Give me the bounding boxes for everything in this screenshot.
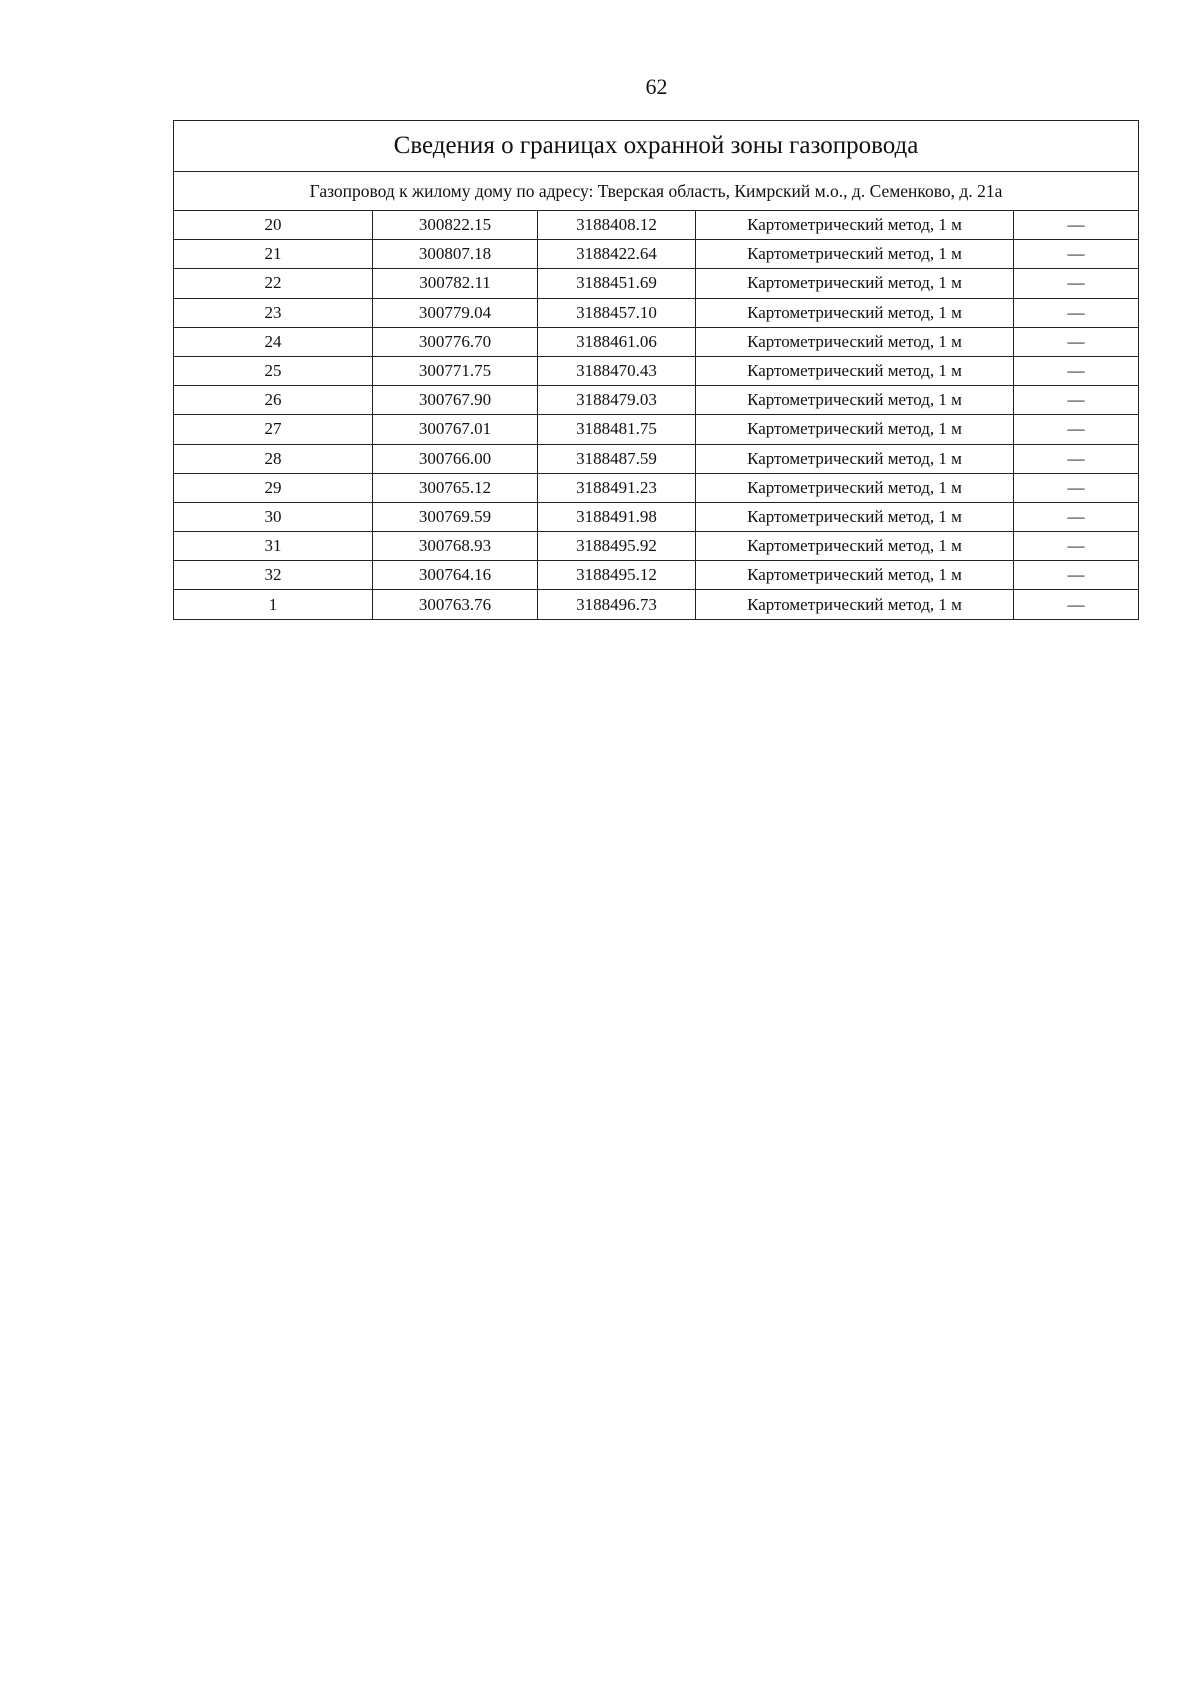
note-cell: —	[1014, 502, 1139, 531]
boundary-coordinates-table	[173, 120, 1139, 620]
table-row	[174, 561, 1139, 590]
method-cell: Картометрический метод, 1 м	[696, 444, 1014, 473]
subtitle-row	[174, 172, 1139, 211]
method-cell: Картометрический метод, 1 м	[696, 269, 1014, 298]
x-coordinate-cell: 300768.93	[373, 532, 538, 561]
page-number: 62	[645, 74, 668, 99]
y-coordinate-cell: 3188408.12	[538, 211, 696, 240]
point-number-cell: 28	[174, 444, 373, 473]
method-cell: Картометрический метод, 1 м	[696, 211, 1014, 240]
y-coordinate-cell: 3188491.98	[538, 502, 696, 531]
x-coordinate-cell: 300764.16	[373, 561, 538, 590]
y-coordinate-cell: 3188461.06	[538, 327, 696, 356]
point-number-cell: 20	[174, 211, 373, 240]
y-coordinate-cell: 3188479.03	[538, 386, 696, 415]
x-coordinate-cell: 300769.59	[373, 502, 538, 531]
point-number-cell: 25	[174, 356, 373, 385]
y-coordinate-cell: 3188457.10	[538, 298, 696, 327]
y-coordinate-cell: 3188451.69	[538, 269, 696, 298]
point-number-cell: 22	[174, 269, 373, 298]
method-cell: Картометрический метод, 1 м	[696, 502, 1014, 531]
method-cell: Картометрический метод, 1 м	[696, 415, 1014, 444]
note-cell: —	[1014, 327, 1139, 356]
x-coordinate-cell: 300765.12	[373, 473, 538, 502]
note-cell: —	[1014, 298, 1139, 327]
table-row	[174, 532, 1139, 561]
method-cell: Картометрический метод, 1 м	[696, 327, 1014, 356]
note-cell: —	[1014, 590, 1139, 619]
x-coordinate-cell: 300766.00	[373, 444, 538, 473]
note-cell: —	[1014, 269, 1139, 298]
point-number-cell: 26	[174, 386, 373, 415]
table-row	[174, 502, 1139, 531]
x-coordinate-cell: 300782.11	[373, 269, 538, 298]
table-row	[174, 327, 1139, 356]
point-number-cell: 31	[174, 532, 373, 561]
note-cell: —	[1014, 532, 1139, 561]
table-row	[174, 356, 1139, 385]
point-number-cell: 1	[174, 590, 373, 619]
title-row	[174, 121, 1139, 172]
method-cell: Картометрический метод, 1 м	[696, 240, 1014, 269]
x-coordinate-cell: 300771.75	[373, 356, 538, 385]
table-subtitle: Газопровод к жилому дому по адресу: Тверская область, Кимрский м.о., д. Семенково, д. 21а	[174, 172, 1139, 211]
x-coordinate-cell: 300779.04	[373, 298, 538, 327]
point-number-cell: 21	[174, 240, 373, 269]
y-coordinate-cell: 3188496.73	[538, 590, 696, 619]
point-number-cell: 32	[174, 561, 373, 590]
table-row	[174, 444, 1139, 473]
point-number-cell: 23	[174, 298, 373, 327]
point-number-cell: 30	[174, 502, 373, 531]
point-number-cell: 29	[174, 473, 373, 502]
method-cell: Картометрический метод, 1 м	[696, 532, 1014, 561]
method-cell: Картометрический метод, 1 м	[696, 473, 1014, 502]
x-coordinate-cell: 300776.70	[373, 327, 538, 356]
x-coordinate-cell: 300807.18	[373, 240, 538, 269]
x-coordinate-cell: 300767.01	[373, 415, 538, 444]
table-row	[174, 240, 1139, 269]
table-body	[174, 121, 1139, 620]
y-coordinate-cell: 3188491.23	[538, 473, 696, 502]
table-row	[174, 298, 1139, 327]
note-cell: —	[1014, 211, 1139, 240]
table-row	[174, 590, 1139, 619]
table-row	[174, 269, 1139, 298]
method-cell: Картометрический метод, 1 м	[696, 590, 1014, 619]
table-row	[174, 473, 1139, 502]
y-coordinate-cell: 3188495.92	[538, 532, 696, 561]
x-coordinate-cell: 300763.76	[373, 590, 538, 619]
note-cell: —	[1014, 473, 1139, 502]
note-cell: —	[1014, 415, 1139, 444]
x-coordinate-cell: 300767.90	[373, 386, 538, 415]
note-cell: —	[1014, 386, 1139, 415]
table-row	[174, 211, 1139, 240]
table-row	[174, 415, 1139, 444]
method-cell: Картометрический метод, 1 м	[696, 298, 1014, 327]
y-coordinate-cell: 3188481.75	[538, 415, 696, 444]
y-coordinate-cell: 3188495.12	[538, 561, 696, 590]
note-cell: —	[1014, 356, 1139, 385]
x-coordinate-cell: 300822.15	[373, 211, 538, 240]
table-row	[174, 386, 1139, 415]
table-title: Сведения о границах охранной зоны газопровода	[174, 121, 1139, 172]
note-cell: —	[1014, 444, 1139, 473]
method-cell: Картометрический метод, 1 м	[696, 386, 1014, 415]
method-cell: Картометрический метод, 1 м	[696, 561, 1014, 590]
note-cell: —	[1014, 561, 1139, 590]
y-coordinate-cell: 3188487.59	[538, 444, 696, 473]
point-number-cell: 24	[174, 327, 373, 356]
method-cell: Картометрический метод, 1 м	[696, 356, 1014, 385]
y-coordinate-cell: 3188422.64	[538, 240, 696, 269]
y-coordinate-cell: 3188470.43	[538, 356, 696, 385]
note-cell: —	[1014, 240, 1139, 269]
point-number-cell: 27	[174, 415, 373, 444]
